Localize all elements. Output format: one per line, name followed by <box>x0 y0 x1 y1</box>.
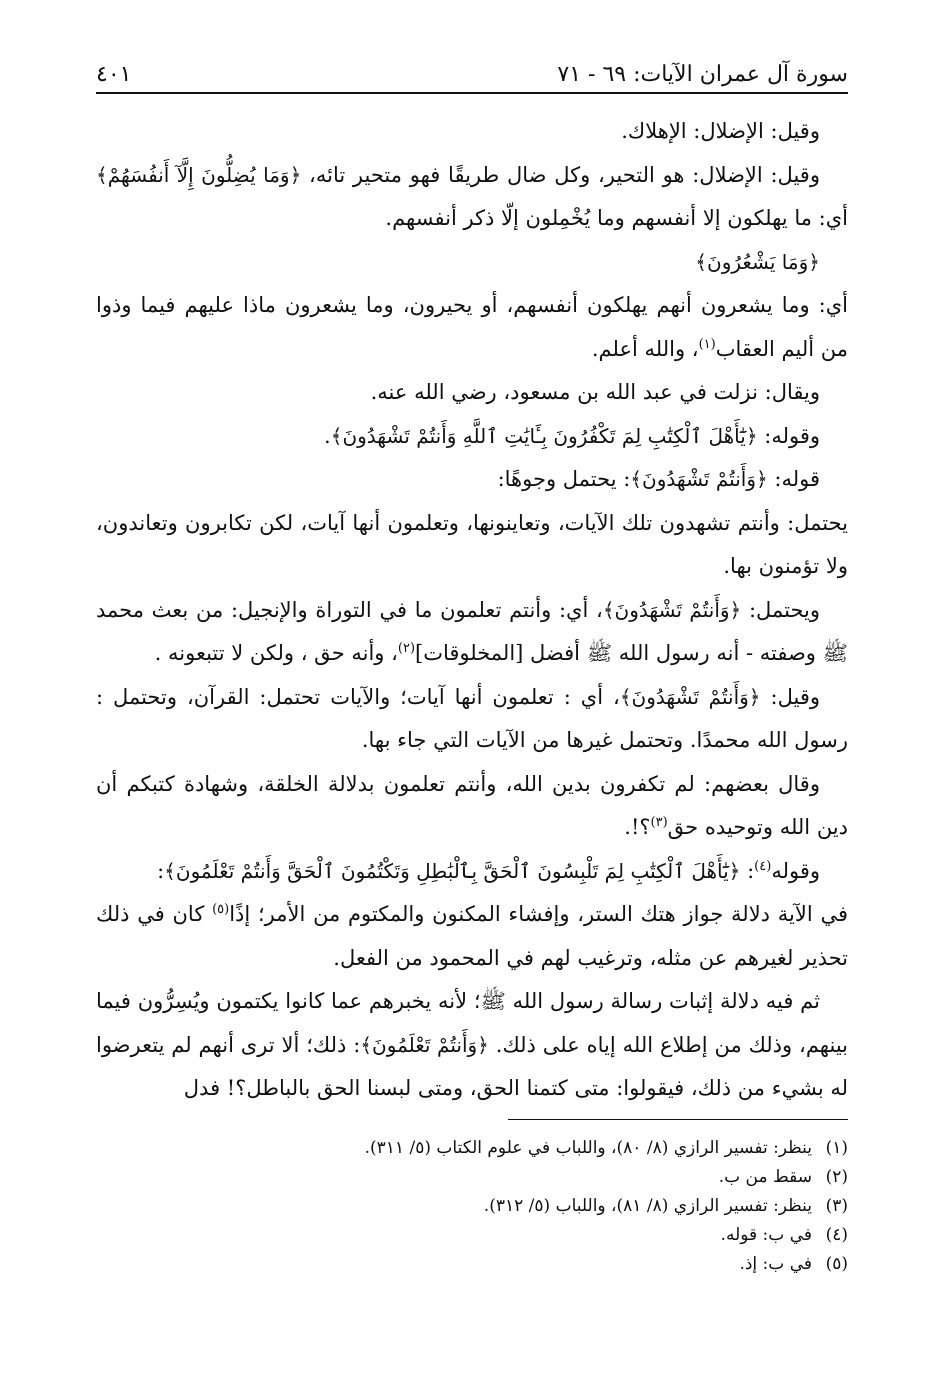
footnote-text: ينظر: تفسير الرازي (٨/ ٨٠)، واللباب في علوم الكتاب (٥/ ٣١١). <box>364 1137 812 1158</box>
paragraph <box>96 893 848 980</box>
paragraph <box>96 284 848 371</box>
paragraph <box>96 458 848 502</box>
quran-verse: ﴿يَٰٓأَهْلَ ٱلْكِتَٰبِ لِمَ تَلْبِسُونَ ٱلْحَقَّ بِٱلْبَٰطِلِ وَتَكْتُمُونَ ٱلْحَقَّ وَأَنتُمْ تَعْلَمُونَ﴾ <box>164 858 741 883</box>
paragraph-text: في الآية دلالة جواز هتك الستر، وإفشاء المكنون والمكتوم من الأمر؛ إذًا <box>229 902 848 926</box>
footnote-reference: (٤) <box>754 858 772 874</box>
footnotes <box>96 1134 848 1279</box>
paragraph <box>96 415 848 459</box>
paragraph-text: : <box>157 858 165 883</box>
paragraph-text: ، أي: وأنتم تعلمون ما في التوراة والإنجيل: من بعث محمد ﷺ وصفته - أنه رسول الله ﷺ أفضل [المخلوقات] <box>96 597 848 665</box>
footnote <box>96 1134 848 1163</box>
paragraph-text: وقوله <box>771 858 820 883</box>
paragraph-text: : يحتمل وجوهًا: <box>497 467 631 491</box>
footnote <box>96 1192 848 1221</box>
quran-verse: ﴿يَٰٓأَهْلَ ٱلْكِتَٰبِ لِمَ تَكْفُرُونَ بِـَٔايَٰتِ ٱللَّهِ وَأَنتُمْ تَشْهَدُونَ﴾ <box>330 423 758 448</box>
quran-verse: ﴿وَأَنتُمْ تَشْهَدُونَ﴾ <box>602 597 742 622</box>
footnote-number: (٣) <box>825 1195 848 1216</box>
paragraph <box>96 763 848 850</box>
paragraph <box>96 850 848 894</box>
footnote-number: (٥) <box>825 1253 848 1274</box>
paragraph-text: : ذلك؛ ألا ترى أنهم لم يتعرضوا له بشيء من ذلك، فيقولوا: متى كتمنا الحق، ومتى لبسنا الحق بالباطل؟! فدل <box>96 1032 848 1100</box>
paragraph-text: ويحتمل: <box>741 597 820 622</box>
paragraph <box>96 980 848 1111</box>
paragraph-text: أي: وما يشعرون أنهم يهلكون أنفسهم، أو يحيرون، وما يشعرون ماذا عليهم فيما وذوا من أليم العقاب <box>96 293 848 361</box>
footnote-text: في ب: إذ. <box>739 1253 812 1274</box>
paragraph-text: وقيل: الإضلال: الإهلاك. <box>621 119 820 143</box>
paragraph-text: قوله: <box>767 467 820 491</box>
paragraph-text: يحتمل: وأنتم تشهدون تلك الآيات، وتعاينونها، وتعلمون أنها آيات، لكن تكابرون وتعاندون، ولا تؤمنون بها. <box>96 510 848 578</box>
footnote-number: (٤) <box>825 1224 848 1245</box>
footnote <box>96 1250 848 1279</box>
paragraph <box>96 154 848 241</box>
running-header <box>96 50 848 94</box>
paragraph-text: وقوله: <box>757 423 820 448</box>
footnote-text: سقط من ب. <box>718 1166 812 1187</box>
paragraph-text: وقيل: الإضلال: هو التحير، وكل ضال طريقًا فهو متحير تائه، <box>301 162 820 187</box>
paragraph-text: أي: ما يهلكون إلا أنفسهم وما يُخْمِلون إلّا ذكر أنفسهم. <box>385 206 848 230</box>
paragraph-text: ثم فيه دلالة إثبات رسالة رسول الله ﷺ؛ لأنه يخبرهم عما كانوا يكتمون ويُسِرُّون فيما بينهم، وذلك من إطلاع الله إياه على ذلك. <box>96 989 849 1057</box>
running-title: سورة آل عمران الآيات: ٦٩ - ٧١ <box>557 62 848 87</box>
paragraph-text: ، أي : تعلمون أنها آيات؛ والآيات تحتمل: القرآن، وتحتمل : رسول الله محمدًا. وتحتمل غيرها من الآيات التي جاء بها. <box>96 684 848 752</box>
quran-verse: ﴿وَمَا يُضِلُّونَ إِلَّآ أَنفُسَهُمْ﴾ <box>96 162 302 187</box>
paragraph <box>96 241 848 285</box>
paragraph-text: وقيل: <box>760 684 821 709</box>
footnote-number: (٢) <box>825 1166 848 1187</box>
footnote <box>96 1221 848 1250</box>
quran-verse: ﴿وَأَنتُمْ تَشْهَدُونَ﴾ <box>619 684 761 709</box>
quran-verse: ﴿وَأَنتُمْ تَعْلَمُونَ﴾ <box>360 1032 489 1057</box>
paragraph <box>96 502 848 589</box>
paragraph-text: ، والله أعلم. <box>591 336 699 361</box>
quran-verse: ﴿وَمَا يَشْعُرُونَ﴾ <box>695 249 820 274</box>
paragraph-text: كان في ذلك تحذير لغيرهم عن مثله، وترغيب لهم في المحمود من الفعل. <box>96 902 848 970</box>
paragraph-text: ؟!. <box>624 815 651 839</box>
footnote-number: (١) <box>825 1137 848 1158</box>
footnote-reference: (١) <box>698 336 716 352</box>
paragraph-text: : <box>740 858 755 883</box>
page-number: ٤٠١ <box>96 62 132 87</box>
paragraph-text: ، وأنه حق ، ولكن لا تتبعونه . <box>154 641 398 665</box>
quran-verse: ﴿وَأَنتُمْ تَشْهَدُونَ﴾ <box>630 467 768 491</box>
footnote-text: في ب: قوله. <box>720 1224 812 1245</box>
paragraph <box>96 371 848 415</box>
footnote-reference: (٥) <box>212 902 230 917</box>
footnote-text: ينظر: تفسير الرازي (٨/ ٨١)، واللباب (٥/ ٣١٢). <box>483 1195 812 1216</box>
paragraph-text: وقال بعضهم: لم تكفرون بدين الله، وأنتم تعلمون بدلالة الخلقة، وشهادة كتبكم أن دين الله وتوحيده حق <box>96 771 848 839</box>
paragraph <box>96 676 848 763</box>
footnote-reference: (٣) <box>650 815 668 830</box>
body-text <box>96 110 848 1111</box>
paragraph-text: . <box>324 423 331 448</box>
footnote-reference: (٢) <box>397 641 416 656</box>
footnote <box>96 1163 848 1192</box>
paragraph-text: ويقال: نزلت في عبد الله بن مسعود، رضي الله عنه. <box>370 380 820 404</box>
footnote-divider <box>508 1119 848 1120</box>
paragraph <box>96 589 848 676</box>
paragraph <box>96 110 848 154</box>
book-page <box>96 50 848 1350</box>
